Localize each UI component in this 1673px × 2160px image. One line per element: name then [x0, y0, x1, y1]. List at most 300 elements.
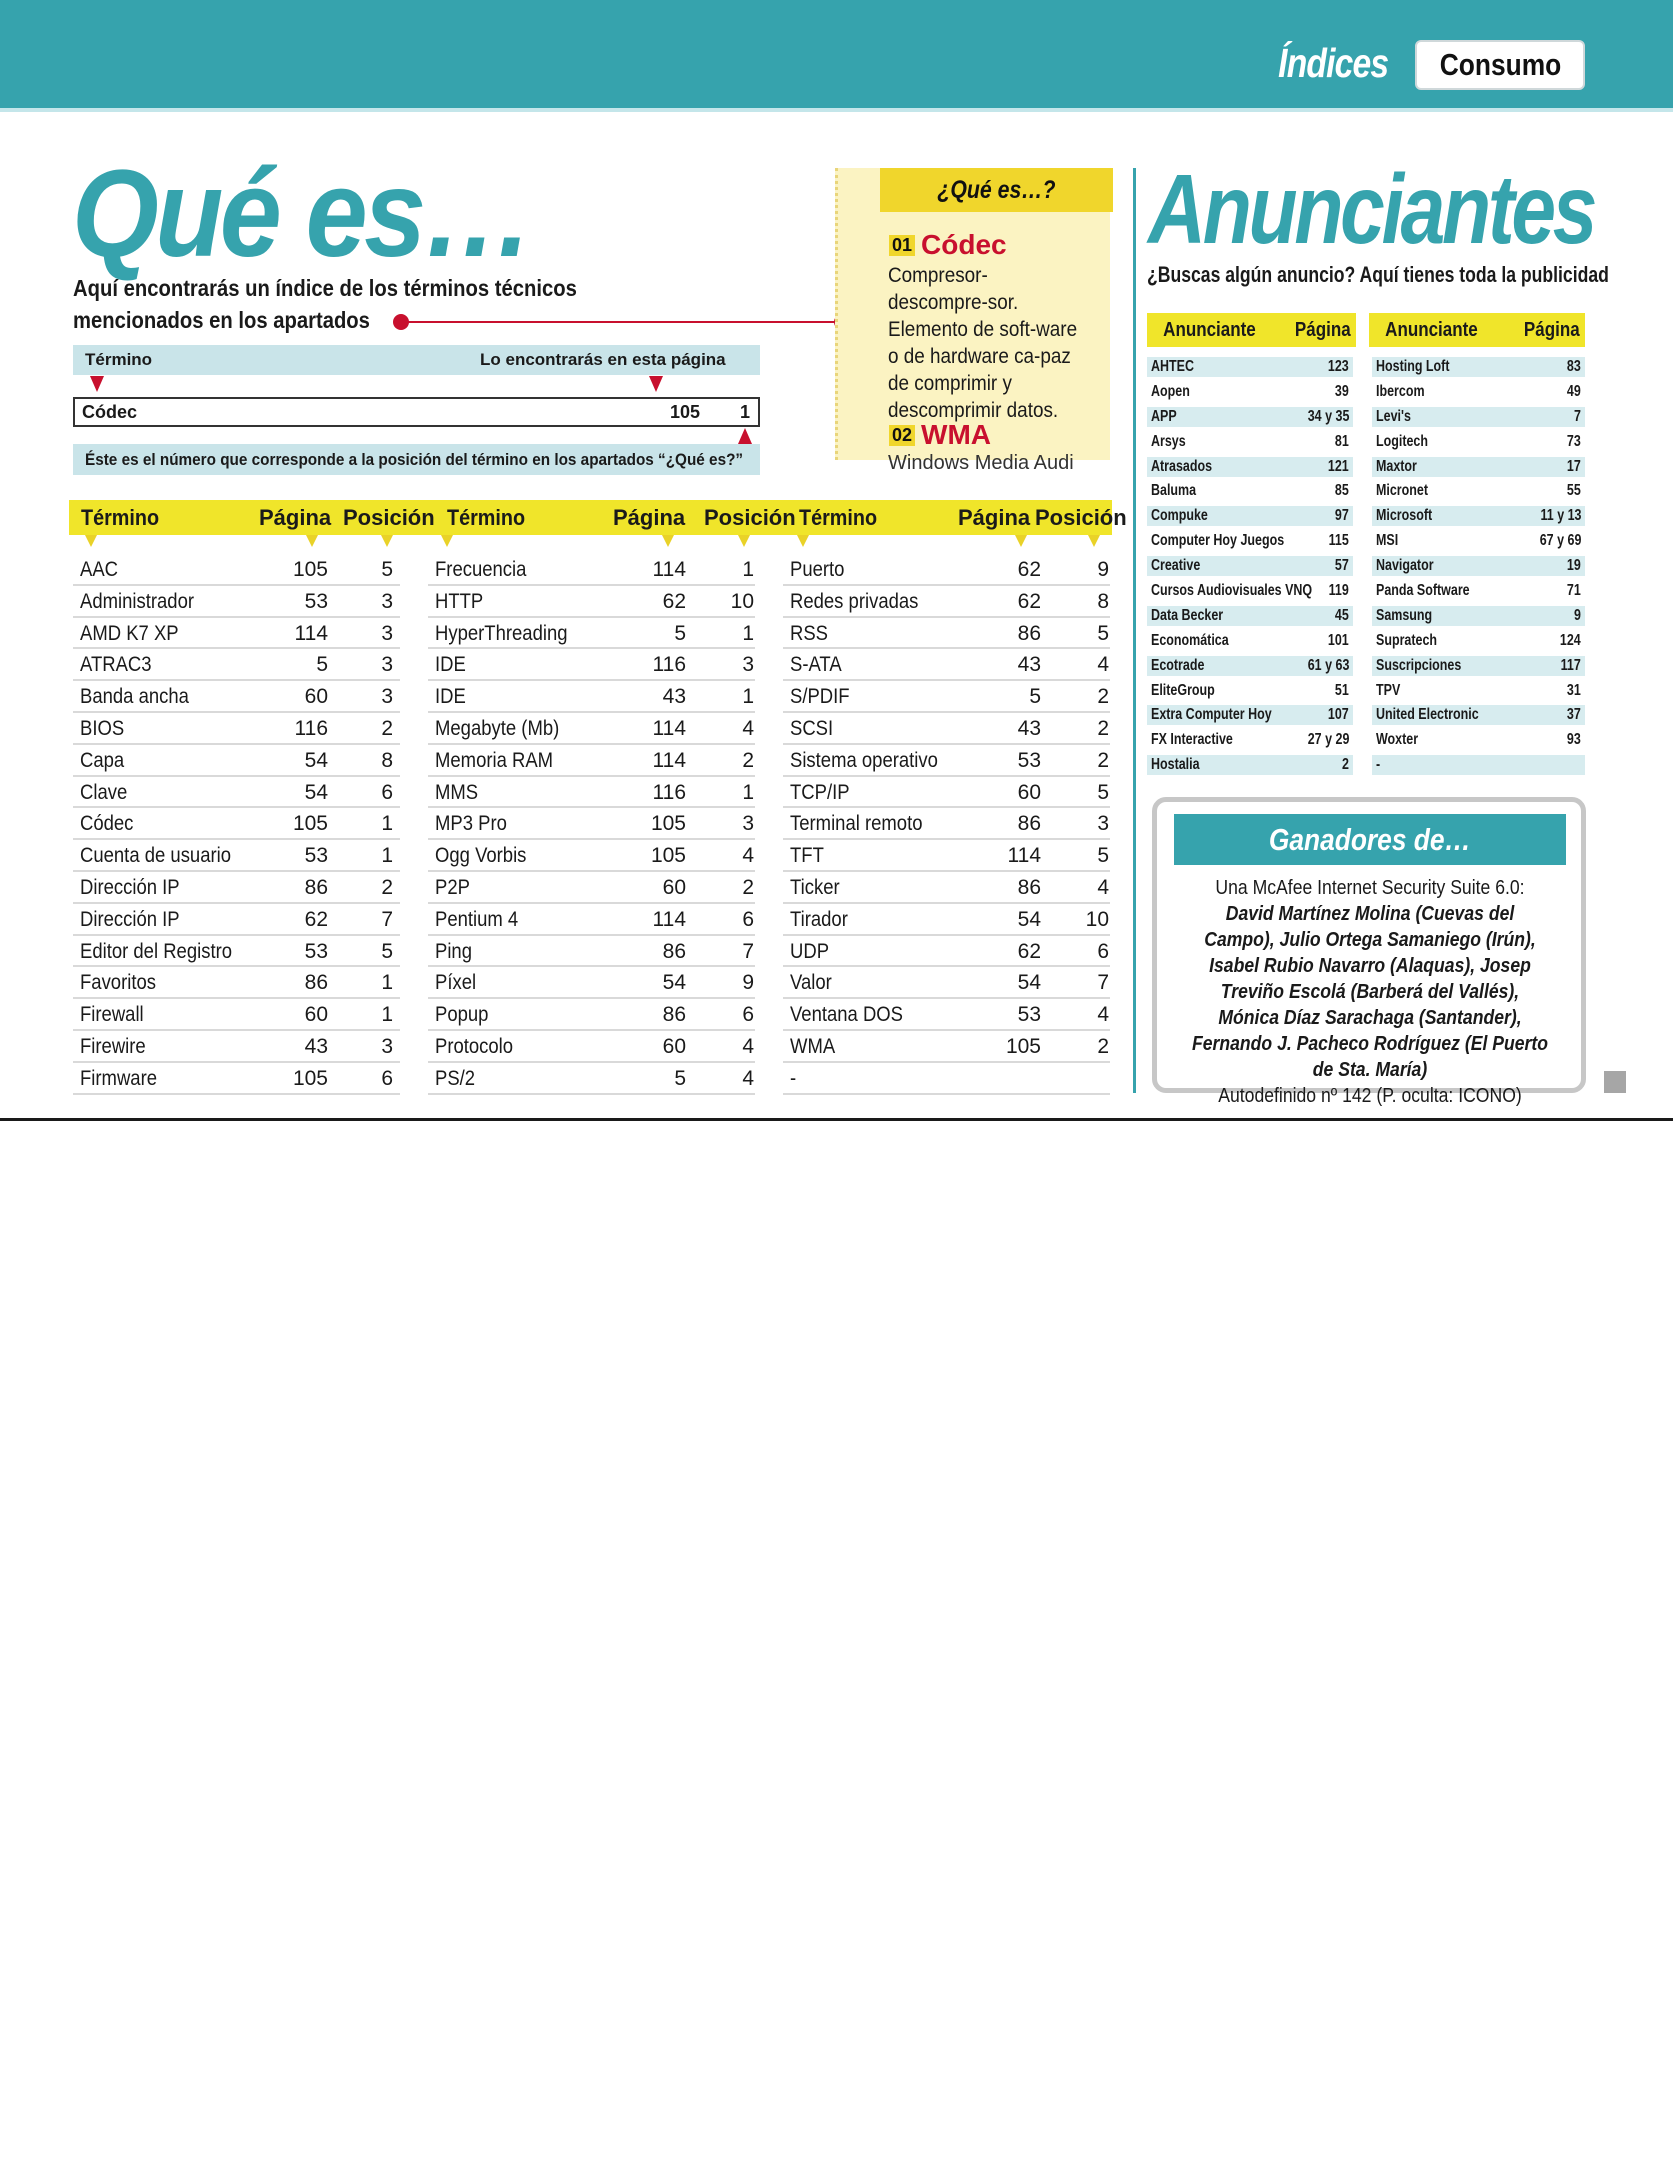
term-page: 86 [304, 971, 328, 995]
header-marker [381, 535, 393, 547]
advertiser-row-band [1372, 457, 1585, 477]
table-row [428, 967, 755, 999]
advertiser-name: Suscripciones [1376, 656, 1462, 674]
advertiser-row-band [1372, 407, 1585, 427]
term-name: AMD K7 XP [80, 621, 179, 645]
advertiser-page: 83 [1567, 358, 1581, 375]
term-position: 8 [1097, 589, 1109, 613]
advertiser-name: EliteGroup [1151, 681, 1215, 699]
table-row [428, 999, 755, 1031]
term-name: PS/2 [435, 1066, 476, 1090]
term-position: 2 [742, 748, 754, 772]
advertiser-row [1147, 529, 1353, 554]
advertiser-row [1372, 579, 1585, 604]
advertiser-page: 123 [1328, 358, 1349, 375]
advertiser-name: Cursos Audiovisuales VNQ [1151, 582, 1313, 600]
table-row [783, 618, 1110, 650]
term-name: Valor [790, 971, 832, 995]
table-row [73, 713, 400, 745]
term-position: 2 [381, 716, 393, 740]
term-name: S/PDIF [790, 685, 850, 709]
term-page: 60 [304, 685, 328, 709]
anunciantes-title: Anunciantes [1148, 154, 1595, 264]
advertiser-page: 7 [1574, 407, 1581, 425]
header-page-1: Página [259, 505, 332, 530]
term-page: 53 [304, 939, 328, 963]
table-row [73, 904, 400, 936]
anunciantes-column-1 [1147, 355, 1353, 778]
legend-term-label: Término [85, 350, 153, 369]
term-page: 54 [1017, 907, 1041, 931]
term-position: 3 [381, 589, 393, 613]
advertiser-row-band [1372, 481, 1585, 501]
table-row [783, 777, 1110, 809]
anunciantes-header-name: Anunciante [1163, 319, 1256, 341]
term-name: TCP/IP [790, 780, 850, 804]
term-position: 4 [742, 844, 754, 868]
advertiser-row [1147, 504, 1353, 529]
term-page: 53 [1017, 748, 1041, 772]
sidebar-item-2-text: Windows Media Audi [888, 452, 1074, 474]
term-position: 1 [742, 685, 754, 709]
table-row [428, 713, 755, 745]
ganadores-box [1152, 797, 1586, 1107]
advertiser-name: FX Interactive [1151, 731, 1233, 749]
term-position: 3 [1097, 812, 1109, 836]
header-page-3: Página [958, 505, 1031, 530]
table-row [73, 586, 400, 618]
table-row [73, 618, 400, 650]
table-row [428, 649, 755, 681]
header-pos-3: Posición [1035, 505, 1127, 530]
end-of-article-mark [1604, 1071, 1626, 1093]
header-term-3: Término [799, 505, 878, 530]
advertiser-name: Computer Hoy Juegos [1151, 532, 1285, 550]
header-term-1: Término [81, 505, 160, 530]
term-position: 7 [1097, 971, 1109, 995]
header-pos-1: Posición [343, 505, 435, 530]
advertiser-row [1372, 455, 1585, 480]
advertiser-row-band [1372, 656, 1585, 676]
term-page: 105 [650, 844, 686, 868]
legend-page-label: Lo encontrarás en esta página [480, 350, 726, 369]
connector-line [400, 321, 840, 323]
table-row [428, 681, 755, 713]
legend-example-position: 1 [739, 402, 750, 422]
advertiser-row-band [1147, 457, 1353, 477]
table-row [428, 936, 755, 968]
header-marker [738, 535, 750, 547]
term-page: 114 [1007, 844, 1041, 868]
term-page: 5 [1029, 685, 1041, 709]
term-name: Pentium 4 [435, 907, 519, 931]
advertiser-name: TPV [1376, 681, 1401, 699]
term-position: 2 [1097, 716, 1109, 740]
term-name: IDE [435, 653, 466, 677]
term-page: 105 [1005, 1034, 1041, 1058]
advertiser-row-band [1147, 656, 1353, 676]
advertiser-row [1372, 529, 1585, 554]
term-name: BIOS [80, 716, 125, 740]
advertiser-row-band [1372, 606, 1585, 626]
advertiser-row-band [1147, 730, 1353, 750]
term-position: 3 [742, 812, 754, 836]
advertiser-name: Aopen [1151, 382, 1190, 400]
term-name: Editor del Registro [80, 939, 233, 963]
term-position: 3 [742, 653, 754, 677]
term-name: Megabyte (Mb) [435, 716, 560, 740]
term-page: 105 [292, 1066, 328, 1090]
advertiser-page: 2 [1342, 756, 1349, 774]
advertiser-row [1372, 679, 1585, 704]
advertiser-row [1372, 355, 1585, 380]
legend-example-term: Códec [82, 402, 138, 422]
advertiser-row [1147, 430, 1353, 455]
advertiser-row-band [1147, 705, 1353, 725]
advertiser-name: Arsys [1151, 432, 1186, 450]
term-page: 60 [304, 1003, 328, 1027]
term-name: Ping [435, 939, 472, 963]
term-position: 5 [1097, 621, 1109, 645]
table-row [428, 745, 755, 777]
term-position: 1 [742, 621, 754, 645]
term-name: Administrador [80, 589, 195, 613]
anunciantes-header-1 [1147, 313, 1356, 347]
term-name: Puerto [790, 558, 845, 581]
term-position: 4 [1097, 875, 1109, 899]
advertiser-name: Compuke [1151, 507, 1208, 525]
term-page: 5 [674, 621, 686, 645]
que-es-intro: Aquí encontrarás un índice de los términos técnicos mencionados en los apartados [73, 275, 577, 333]
table-row [73, 840, 400, 872]
table-row [428, 872, 755, 904]
legend-arrow-position [738, 428, 752, 444]
anunciantes-subtitle: ¿Buscas algún anuncio? Aquí tienes toda la publicidad [1147, 262, 1609, 287]
header-marker [662, 535, 674, 547]
advertiser-page: 93 [1567, 731, 1581, 749]
advertiser-page: 117 [1560, 656, 1581, 674]
table-row [783, 967, 1110, 999]
term-position: 2 [742, 875, 754, 899]
term-page: 114 [652, 716, 686, 740]
advertiser-name: Data Becker [1151, 606, 1224, 624]
term-name: Ticker [790, 875, 840, 899]
table-row [428, 554, 755, 586]
advertiser-page: 19 [1567, 557, 1581, 575]
advertiser-name: MSI [1376, 532, 1399, 550]
advertiser-row [1372, 405, 1585, 430]
term-position: 3 [381, 1034, 393, 1058]
table-row [783, 872, 1110, 904]
legend-note [73, 444, 760, 475]
advertiser-name: Navigator [1376, 557, 1434, 575]
advertiser-row [1147, 455, 1353, 480]
advertiser-row [1372, 703, 1585, 728]
term-name: Ogg Vorbis [435, 844, 527, 868]
advertiser-name: Economática [1151, 631, 1229, 649]
sidebar-title-text: ¿Qué es…? [937, 176, 1056, 204]
term-page: 86 [662, 1003, 686, 1027]
term-position: 7 [742, 939, 754, 963]
table-row [73, 872, 400, 904]
advertiser-row-band [1147, 357, 1353, 377]
advertiser-name: Hostalia [1151, 756, 1200, 774]
term-name: Firewall [80, 1003, 144, 1027]
advertiser-name: Micronet [1376, 482, 1429, 500]
table-row [783, 999, 1110, 1031]
term-name: Ventana DOS [790, 1003, 904, 1027]
sidebar-item-1-name: Códec [921, 229, 1007, 260]
header-marker [1015, 535, 1027, 547]
term-page: 86 [1017, 621, 1041, 645]
table-row [783, 681, 1110, 713]
table-row [73, 999, 400, 1031]
term-page: 60 [662, 1034, 686, 1058]
advertiser-name: Ecotrade [1151, 656, 1205, 674]
term-page: 114 [652, 558, 686, 581]
advertiser-row-band [1147, 481, 1353, 501]
table-row [428, 840, 755, 872]
terms-column-3 [783, 554, 1110, 1095]
term-page: 43 [1017, 716, 1041, 740]
term-page: 114 [294, 621, 328, 645]
table-row [783, 554, 1110, 586]
term-page: 54 [304, 748, 328, 772]
term-page: 62 [1017, 558, 1041, 581]
term-page: 114 [652, 907, 686, 931]
anunciantes-column-2 [1372, 355, 1585, 778]
table-row [73, 967, 400, 999]
advertiser-page: 34 y 35 [1307, 407, 1349, 425]
advertiser-page: 9 [1574, 606, 1581, 624]
advertiser-page: 49 [1567, 382, 1581, 400]
advertiser-row-band [1372, 432, 1585, 452]
advertiser-row [1372, 629, 1585, 654]
table-row [73, 777, 400, 809]
term-page: 60 [662, 875, 686, 899]
advertiser-row-band [1147, 531, 1353, 551]
advertiser-row-band [1372, 382, 1585, 402]
term-position: 2 [1097, 685, 1109, 709]
term-name: Redes privadas [790, 589, 919, 613]
table-row [428, 808, 755, 840]
term-name: P2P [435, 875, 470, 899]
ganadores-title [1174, 814, 1566, 865]
sidebar-item-2-title [889, 419, 991, 451]
table-row [428, 618, 755, 650]
advertiser-row [1147, 654, 1353, 679]
table-row [783, 808, 1110, 840]
term-page: 86 [662, 939, 686, 963]
advertiser-name: Maxtor [1376, 457, 1417, 475]
advertiser-row-band [1372, 681, 1585, 701]
advertiser-row [1147, 554, 1353, 579]
term-position: 9 [742, 971, 754, 995]
table-row [428, 1031, 755, 1063]
advertiser-row-band [1372, 581, 1585, 601]
header-pos-2: Posición [704, 505, 796, 530]
term-page: 62 [1017, 939, 1041, 963]
advertiser-row [1147, 405, 1353, 430]
advertiser-page: 71 [1567, 582, 1581, 600]
term-name: TFT [790, 844, 824, 868]
terms-table-header [69, 500, 1127, 535]
term-position: 1 [381, 971, 393, 995]
term-name: Sistema operativo [790, 748, 938, 772]
term-position: 4 [742, 1034, 754, 1058]
ganadores-prize: Una McAfee Internet Security Suite 6.0: [1215, 877, 1525, 899]
table-row [428, 586, 755, 618]
term-page: 114 [652, 748, 686, 772]
table-row [428, 904, 755, 936]
table-row [783, 840, 1110, 872]
table-row [783, 745, 1110, 777]
term-page: 62 [1017, 589, 1041, 613]
term-name: Frecuencia [435, 558, 527, 581]
term-position: 7 [381, 907, 393, 931]
column-divider [1133, 168, 1136, 1093]
advertiser-name: AHTEC [1151, 358, 1194, 375]
table-row [783, 1063, 1110, 1095]
term-name: SCSI [790, 716, 834, 740]
que-es-title: Qué es… [72, 145, 531, 283]
term-position: 1 [742, 780, 754, 804]
advertiser-row [1372, 654, 1585, 679]
ganadores-autodefinido: Autodefinido nº 142 (P. oculta: ICONO) [1218, 1085, 1522, 1107]
term-position: 9 [1097, 558, 1109, 581]
advertiser-name: Levi's [1376, 407, 1411, 425]
term-page: 116 [652, 653, 686, 677]
term-name: S-ATA [790, 653, 842, 677]
legend-header [73, 345, 760, 375]
advertiser-row-band [1147, 506, 1353, 526]
term-name: WMA [790, 1034, 836, 1058]
table-row [783, 649, 1110, 681]
advertiser-row [1147, 604, 1353, 629]
ganadores-winners: David Martínez Molina (Cuevas del Campo), Julio Ortega Samaniego (Irún), Isabel Rubio Navarro (Alaquas), Josep Treviño Escolá (Barberá del Vallés), Mónica Díaz Sarachaga (Santander), Fernando J. Pacheco Rodríguez (El Puerto de Sta. María) [1192, 903, 1548, 1081]
advertiser-name: Woxter [1376, 731, 1419, 749]
advertiser-row [1147, 703, 1353, 728]
section-tab [1415, 40, 1585, 90]
term-page: 60 [1017, 780, 1041, 804]
term-name: Firewire [80, 1034, 146, 1058]
term-name: IDE [435, 685, 466, 709]
advertiser-row [1372, 504, 1585, 529]
term-position: 3 [381, 653, 393, 677]
term-page: 53 [1017, 1003, 1041, 1027]
legend-arrow-page [649, 376, 663, 392]
advertiser-page: 85 [1335, 482, 1349, 500]
advertiser-page: 67 y 69 [1539, 532, 1581, 550]
term-page: 54 [1017, 971, 1041, 995]
term-name: Tirador [790, 907, 848, 931]
advertiser-page: 31 [1567, 681, 1581, 699]
advertiser-row [1147, 728, 1353, 753]
term-position: 3 [381, 621, 393, 645]
sidebar-item-2-number: 02 [889, 425, 915, 446]
term-name: MMS [435, 780, 479, 804]
advertiser-page: 124 [1560, 631, 1581, 649]
advertiser-page: 101 [1328, 631, 1349, 649]
advertiser-page: 81 [1335, 432, 1349, 450]
advertiser-name: Ibercom [1376, 382, 1425, 400]
term-position: 6 [381, 1066, 393, 1090]
table-row [783, 904, 1110, 936]
term-page: 116 [652, 780, 686, 804]
header-marker [306, 535, 318, 547]
term-page: 43 [662, 685, 686, 709]
advertiser-page: 61 y 63 [1307, 656, 1349, 674]
advertiser-page: 97 [1335, 507, 1349, 525]
advertiser-page: 115 [1328, 532, 1349, 550]
table-row [73, 936, 400, 968]
terms-column-2 [428, 554, 755, 1095]
term-page: 62 [304, 907, 328, 931]
table-row [73, 808, 400, 840]
advertiser-name: United Electronic [1376, 706, 1479, 724]
advertiser-row-band [1372, 531, 1585, 551]
sidebar-item-1-number: 01 [889, 235, 915, 256]
advertiser-name: Logitech [1376, 432, 1429, 450]
term-page: 86 [304, 875, 328, 899]
advertiser-name: Supratech [1376, 631, 1438, 649]
term-name: Terminal remoto [790, 812, 923, 836]
anunciantes-header-2 [1369, 313, 1585, 347]
term-page: 105 [650, 812, 686, 836]
term-position: 5 [1097, 780, 1109, 804]
advertiser-row [1372, 479, 1585, 504]
advertiser-page: 27 y 29 [1307, 731, 1349, 749]
term-position: 4 [1097, 1003, 1109, 1027]
term-name: RSS [790, 621, 829, 645]
term-position: 5 [381, 558, 393, 581]
term-name: Píxel [435, 971, 477, 995]
advertiser-page: 39 [1335, 382, 1349, 400]
sidebar-title [880, 168, 1113, 212]
table-row [73, 554, 400, 586]
term-position: 8 [381, 748, 393, 772]
term-page: 5 [674, 1066, 686, 1090]
table-row [783, 936, 1110, 968]
term-name: MP3 Pro [435, 812, 507, 836]
term-name: Clave [80, 780, 128, 804]
connector-dot-left [393, 314, 409, 330]
advertiser-name: Hosting Loft [1376, 358, 1450, 375]
header-rule [0, 108, 1673, 112]
advertiser-name: APP [1151, 407, 1177, 425]
term-position: 2 [1097, 1034, 1109, 1058]
advertiser-row [1147, 753, 1353, 778]
term-position: 10 [1085, 907, 1109, 931]
legend-example-page: 105 [669, 402, 700, 422]
header-marker [441, 535, 453, 547]
advertiser-row [1372, 430, 1585, 455]
term-name: Protocolo [435, 1034, 514, 1058]
table-row [73, 649, 400, 681]
header-marker [85, 535, 97, 547]
term-position: 6 [742, 1003, 754, 1027]
advertiser-row-band [1147, 581, 1353, 601]
term-page: 53 [304, 589, 328, 613]
term-name: AAC [80, 558, 119, 581]
header-marker [1088, 535, 1100, 547]
term-page: 53 [304, 844, 328, 868]
legend-arrow-term [90, 376, 104, 392]
term-name: ATRAC3 [80, 653, 152, 677]
term-position: 5 [1097, 844, 1109, 868]
term-name: Memoria RAM [435, 748, 554, 772]
legend-example-row [73, 397, 760, 427]
